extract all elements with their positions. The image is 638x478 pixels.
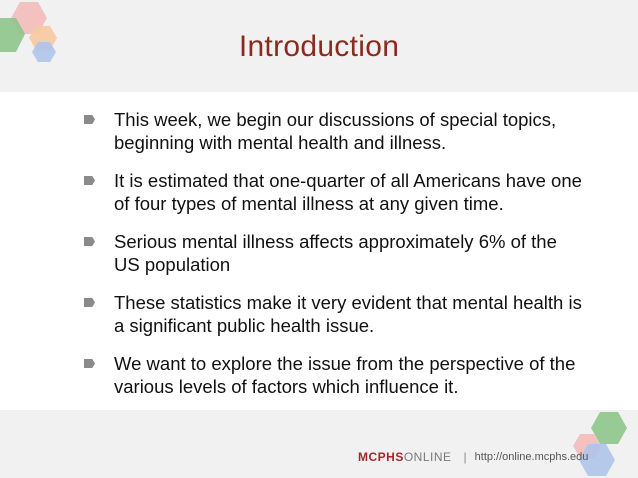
hexagon-decoration-bottom-right <box>560 408 638 478</box>
bullet-item <box>84 291 584 337</box>
bullet-text: Serious mental illness affects approximately 6% of the US population <box>114 231 557 275</box>
footer-url: http://online.mcphs.edu <box>474 451 589 463</box>
bullet-item <box>84 169 584 215</box>
logo-bold-text: MCPHS <box>358 450 404 464</box>
mcphs-online-logo <box>358 450 452 464</box>
bullet-arrow-icon <box>84 298 95 307</box>
footer <box>358 448 588 466</box>
bullet-arrow-icon <box>84 176 95 185</box>
bullet-text: We want to explore the issue from the perspective of the various levels of factors which influence it. <box>114 353 576 397</box>
bullet-arrow-icon <box>84 359 95 368</box>
footer-separator: | <box>463 450 467 464</box>
slide-title: Introduction <box>238 30 400 63</box>
bullet-arrow-icon <box>84 115 95 124</box>
logo-light-text: ONLINE <box>403 450 452 464</box>
bullet-item <box>84 352 584 398</box>
bullet-item <box>84 230 584 276</box>
bullet-item <box>84 108 584 154</box>
bullet-list <box>84 108 584 413</box>
bullet-arrow-icon <box>84 237 95 246</box>
content-panel <box>0 92 638 410</box>
bullet-text: It is estimated that one-quarter of all Americans have one of four types of mental illness at any given time. <box>114 170 582 214</box>
bullet-text: This week, we begin our discussions of special topics, beginning with mental health and illness. <box>114 109 557 153</box>
bullet-text: These statistics make it very evident that mental health is a significant public health issue. <box>114 292 582 336</box>
